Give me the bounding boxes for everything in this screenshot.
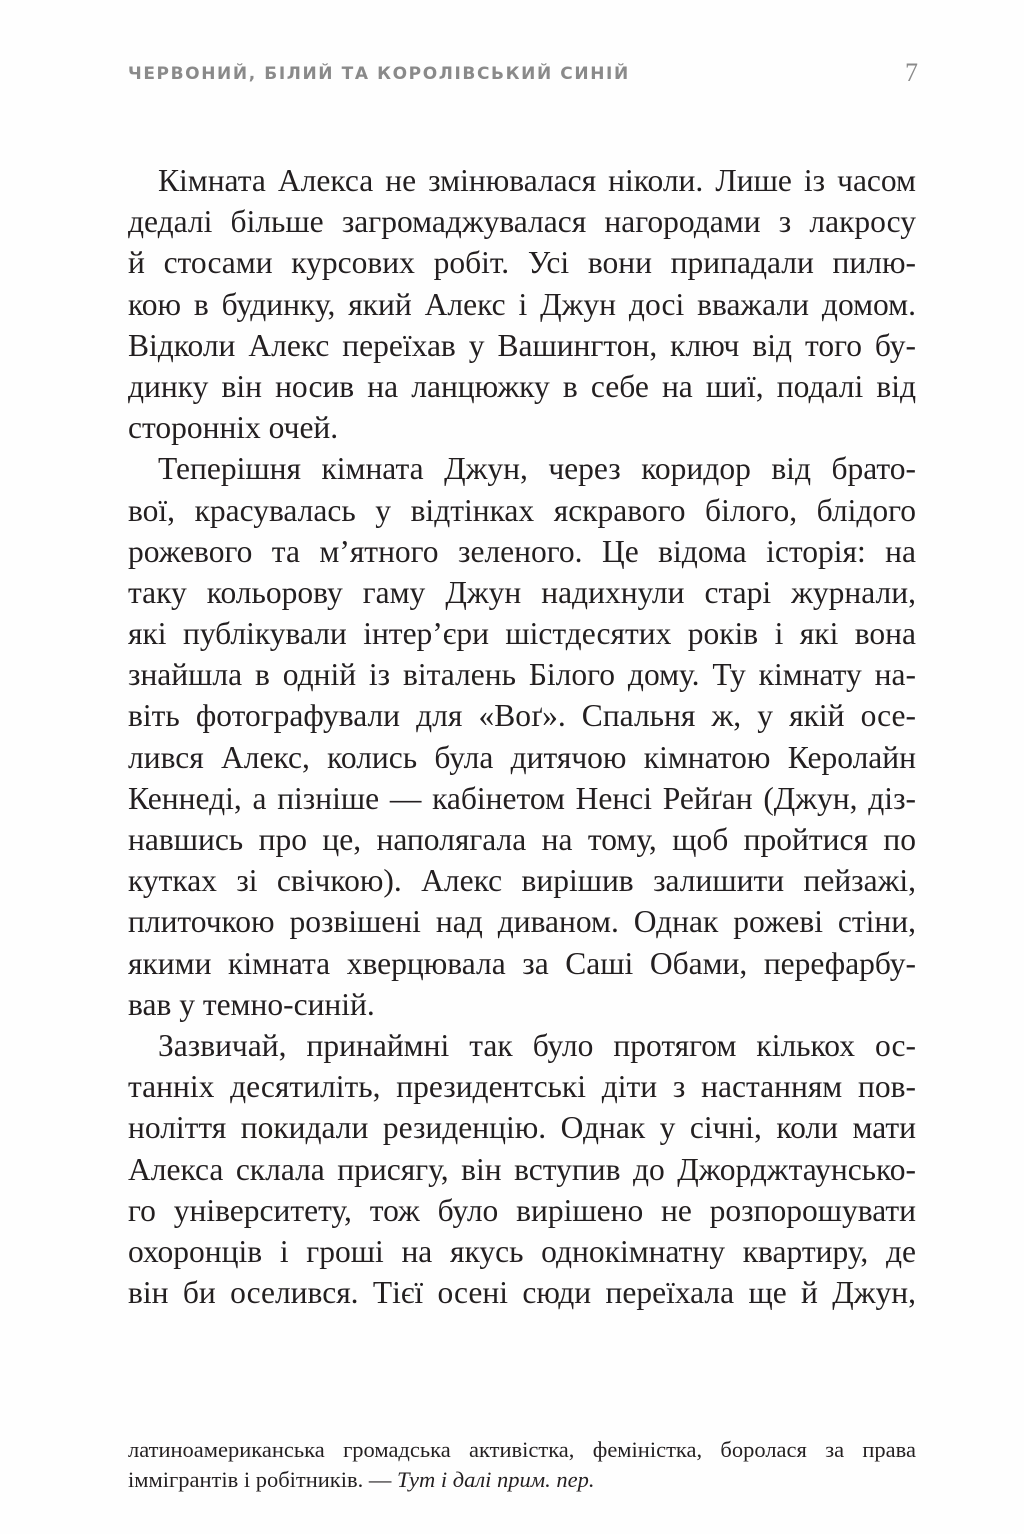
paragraph-2 bbox=[128, 448, 916, 1025]
text-line: Кімната Алекса не змінювалася ніколи. Лише із часом bbox=[158, 163, 916, 198]
text-line: вав у темно-синій. bbox=[128, 986, 375, 1022]
text-line: які публікували інтер’єри шістдесятих років і які вона bbox=[128, 616, 916, 652]
page-number: 7 bbox=[905, 58, 918, 87]
text-line: він би оселився. Тієї осені сюди переїхала ще й Джун, bbox=[128, 1275, 916, 1311]
text-line: знайшла в одній із віталень Білого дому. Ту кімнату на- bbox=[128, 657, 916, 693]
text-line: танніх десятиліть, президентські діти з настанням пов- bbox=[128, 1069, 916, 1105]
running-title: ЧЕРВОНИЙ, БІЛИЙ ТА КОРОЛІВСЬКИЙ СИНІЙ bbox=[128, 64, 630, 84]
footnote-line-1: латиноамериканська громадська активістка, феміністка, боролася за права bbox=[128, 1437, 916, 1462]
text-line: динку він носив на ланцюжку в себе на шиї, подалі від bbox=[128, 368, 916, 404]
text-line: Теперішня кімната Джун, через коридор від брато- bbox=[158, 451, 916, 487]
text-line: Кеннеді, а пізніше — кабінетом Ненсі Рейґан (Джун, діз- bbox=[128, 780, 916, 816]
body-text bbox=[128, 160, 916, 1313]
footnote bbox=[128, 1435, 916, 1495]
paragraph-1 bbox=[128, 160, 916, 448]
text-line: кою в будинку, який Алекс і Джун досі вважали домом. bbox=[128, 286, 916, 322]
text-line: Зазвичай, принаймні так було протягом кількох ос- bbox=[158, 1027, 916, 1063]
text-line: навшись про це, наполягала на тому, щоб пройтися по bbox=[128, 822, 916, 857]
text-line: таку кольорову гаму Джун надихнули старі журнали, bbox=[128, 574, 916, 610]
text-line: сторонніх очей. bbox=[128, 410, 339, 446]
text-line: лився Алекс, колись була дитячою кімнатою Керолайн bbox=[128, 739, 916, 775]
paragraph-3 bbox=[128, 1025, 916, 1313]
text-line: дедалі більше загромаджувалася нагородами з лакросу bbox=[128, 204, 916, 240]
text-line: плиточкою розвішені над диваном. Однак рожеві стіни, bbox=[128, 904, 916, 940]
text-line: кутках зі свічкою). Алекс вирішив залишити пейзажі, bbox=[128, 863, 916, 899]
text-line: Відколи Алекс переїхав у Вашингтон, ключ від того бу- bbox=[128, 327, 916, 363]
text-line: рожевого та м’ятного зеленого. Це відома історія: на bbox=[128, 533, 916, 569]
text-line: Алекса склала присягу, він вступив до Джорджтаунсько- bbox=[128, 1151, 916, 1187]
footnote-translator-note: Тут і далі прим. пер. bbox=[397, 1467, 595, 1492]
text-line: якими кімната хверцювала за Саші Обами, перефарбу- bbox=[128, 945, 916, 981]
text-line: го університету, тож було вирішено не розпорошувати bbox=[128, 1192, 916, 1228]
text-line: охоронців і гроші на якусь однокімнатну квартиру, де bbox=[128, 1233, 916, 1269]
text-line: й стосами курсових робіт. Усі вони припадали пилю- bbox=[128, 245, 916, 281]
text-line: вої, красувалась у відтінках яскравого білого, блідого bbox=[128, 492, 916, 528]
text-line: віть фотографували для «Воґ». Спальня ж, у якій осе- bbox=[128, 698, 916, 734]
running-header bbox=[128, 58, 918, 92]
text-line: ноліття покидали резиденцію. Однак у січні, коли мати bbox=[128, 1110, 916, 1146]
footnote-text: іммігрантів і робітників. — bbox=[128, 1467, 397, 1492]
footnote-line-2 bbox=[128, 1465, 916, 1495]
